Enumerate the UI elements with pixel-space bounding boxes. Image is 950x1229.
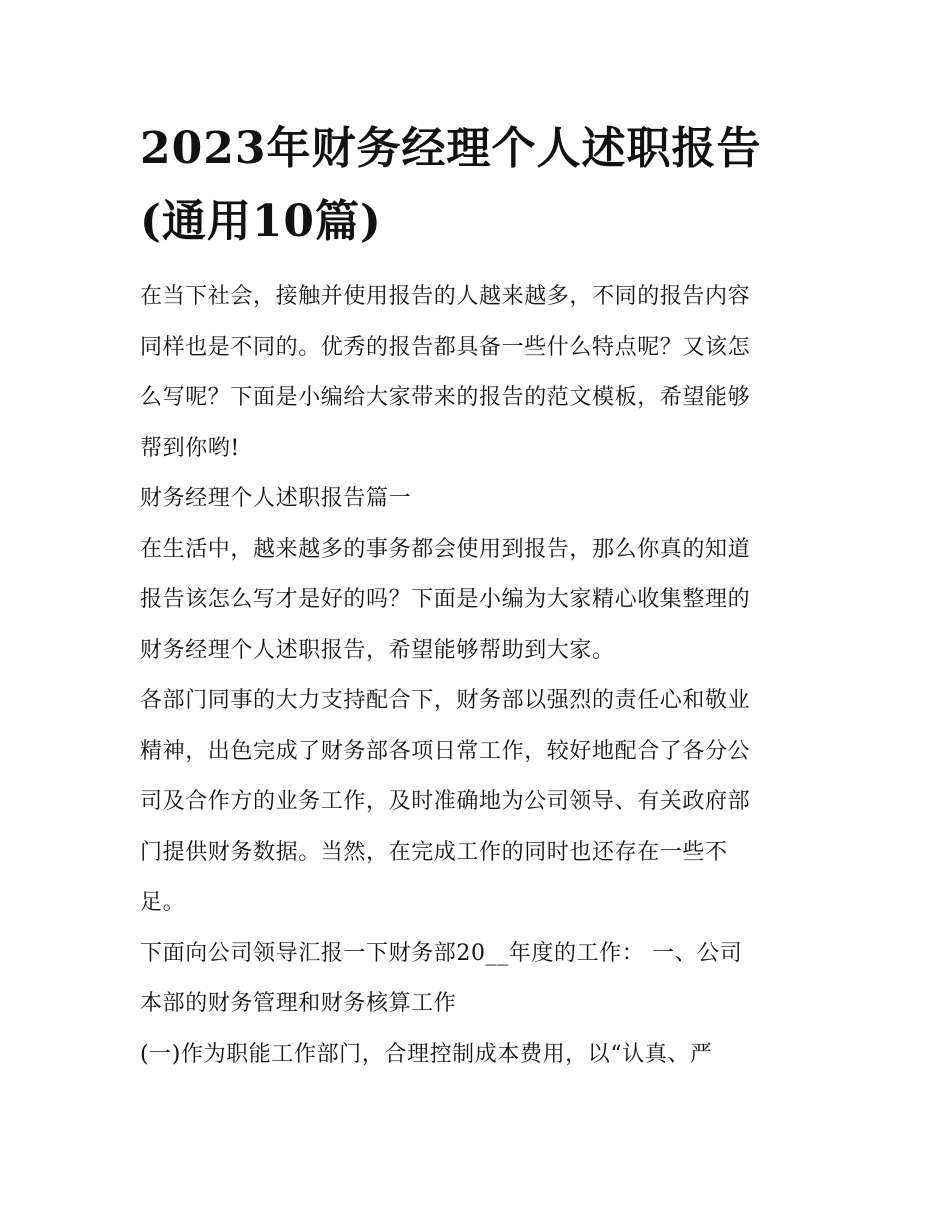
- paragraph-2-line-5: 足。: [140, 890, 186, 915]
- paragraph-2-line-4: 门提供财务数据。当然，在完成工作的同时也还存在一些不: [140, 839, 728, 865]
- paragraph-4-line-1: (一)作为职能工作部门，合理控制成本费用，以“认真、严: [140, 1041, 713, 1067]
- paragraph-3-line-2: 本部的财务管理和财务核算工作: [140, 991, 457, 1016]
- intro-line-4: 帮到你哟!: [140, 435, 240, 461]
- paragraph-1-line-2: 报告该怎么写才是好的吗？下面是小编为大家精心收集整理的: [140, 587, 751, 612]
- document-body: [140, 272, 812, 1080]
- intro-line-3: 么写呢？下面是小编给大家带来的报告的范文模板，希望能够: [140, 385, 751, 410]
- paragraph-2-line-3: 司及合作方的业务工作，及时准确地为公司领导、有关政府部: [140, 789, 751, 814]
- paragraph-3-line-1: 下面向公司领导汇报一下财务部20__年度的工作： 一、公司: [140, 940, 743, 966]
- intro-line-1: 在当下社会，接触并使用报告的人越来越多，不同的报告内容: [140, 284, 751, 309]
- paragraph-1-line-1: 在生活中，越来越多的事务都会使用到报告，那么你真的知道: [140, 536, 751, 562]
- section-heading: 财务经理个人述职报告篇一: [140, 486, 412, 511]
- intro-line-2: 同样也是不同的。优秀的报告都具备一些什么特点呢？又该怎: [140, 334, 751, 360]
- title-line-2: (通用10篇): [140, 196, 382, 247]
- paragraph-2-line-2: 精神，出色完成了财务部各项日常工作，较好地配合了各分公: [140, 738, 751, 764]
- paragraph-2-line-1: 各部门同事的大力支持配合下，财务部以强烈的责任心和敬业: [140, 688, 751, 713]
- title-line-1: 2023年财务经理个人述职报告: [140, 123, 762, 174]
- document-title: [140, 112, 812, 258]
- document-page: [140, 112, 812, 1080]
- paragraph-1-line-3: 财务经理个人述职报告，希望能够帮助到大家。: [140, 637, 615, 663]
